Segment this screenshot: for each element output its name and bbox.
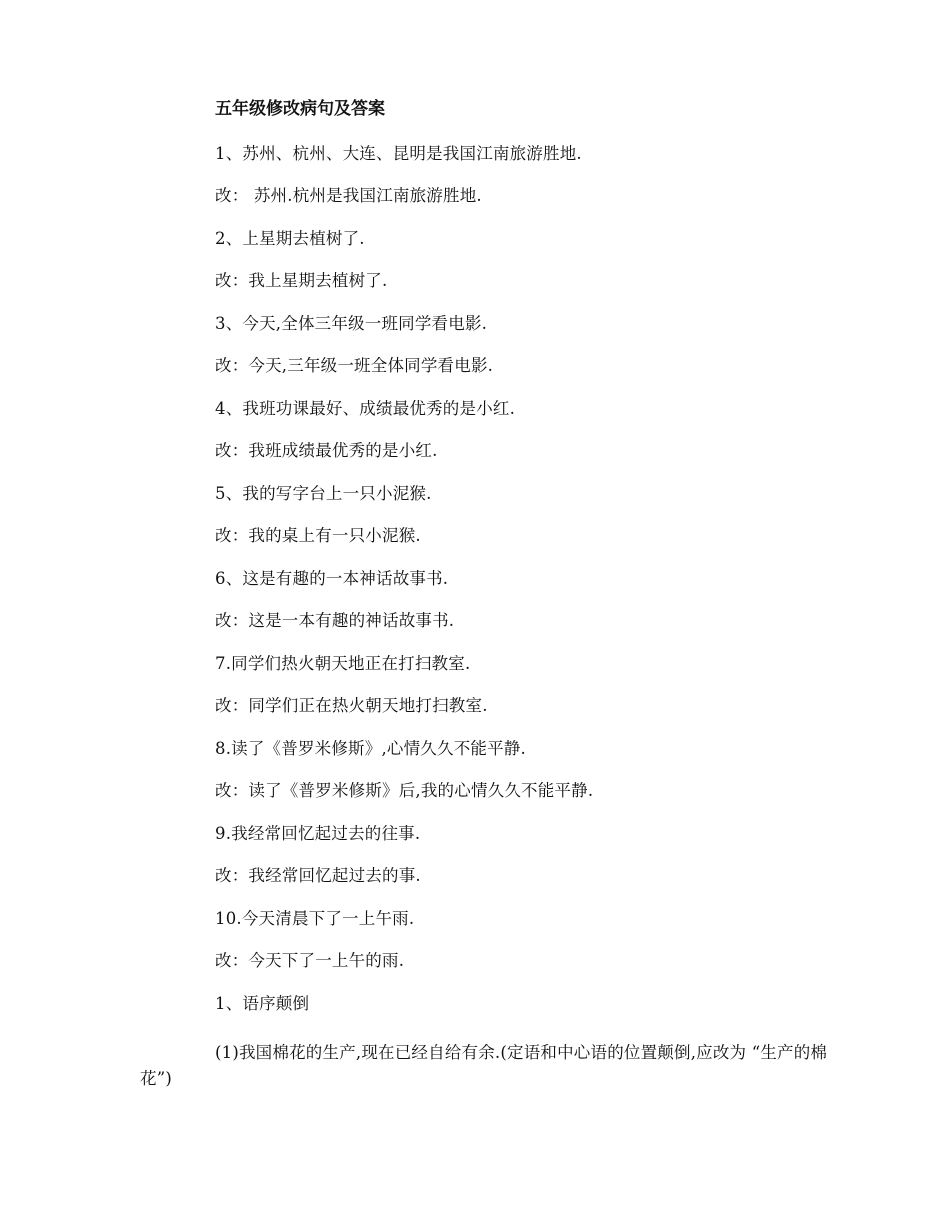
- text-line: 改：读了《普罗米修斯》后,我的心情久久不能平静.: [215, 781, 594, 800]
- text-line: 8.读了《普罗米修斯》,心情久久不能平静.: [215, 739, 526, 758]
- paragraph: (1)我国棉花的生产,现在已经自给有余.(定语和中心语的位置颠倒,应改为 “生产的棉花”): [140, 1043, 828, 1088]
- text-line: 改：这是一本有趣的神话故事书.: [215, 611, 455, 630]
- text-line: 2、上星期去植树了.: [215, 229, 365, 248]
- text-line: 改：我班成绩最优秀的是小红.: [215, 441, 438, 460]
- text-line: 9.我经常回忆起过去的往事.: [215, 824, 421, 843]
- text-line: 7.同学们热火朝天地正在打扫教室.: [215, 654, 471, 673]
- text-line: 4、我班功课最好、成绩最优秀的是小红.: [215, 399, 516, 418]
- text-line: 改：今天,三年级一班全体同学看电影.: [215, 356, 494, 375]
- document-title: 五年级修改病句及答案: [215, 99, 385, 119]
- text-line: 改：我上星期去植树了.: [215, 271, 388, 290]
- text-line: 1、苏州、杭州、大连、昆明是我国江南旅游胜地.: [215, 144, 582, 163]
- text-line: 改：我的桌上有一只小泥猴.: [215, 526, 421, 545]
- section-heading: 1、语序颠倒: [215, 994, 310, 1013]
- text-line: 10.今天清晨下了一上午雨.: [215, 909, 415, 928]
- text-line: 5、我的写字台上一只小泥猴.: [215, 484, 432, 503]
- text-line: 3、今天,全体三年级一班同学看电影.: [215, 314, 488, 333]
- text-line: 6、这是有趣的一本神话故事书.: [215, 569, 449, 588]
- text-line: 改：今天下了一上午的雨.: [215, 951, 405, 970]
- text-line: 改：我经常回忆起过去的事.: [215, 866, 421, 885]
- text-line: 改：同学们正在热火朝天地打扫教室.: [215, 696, 488, 715]
- text-line: 改： 苏州.杭州是我国江南旅游胜地.: [215, 186, 482, 205]
